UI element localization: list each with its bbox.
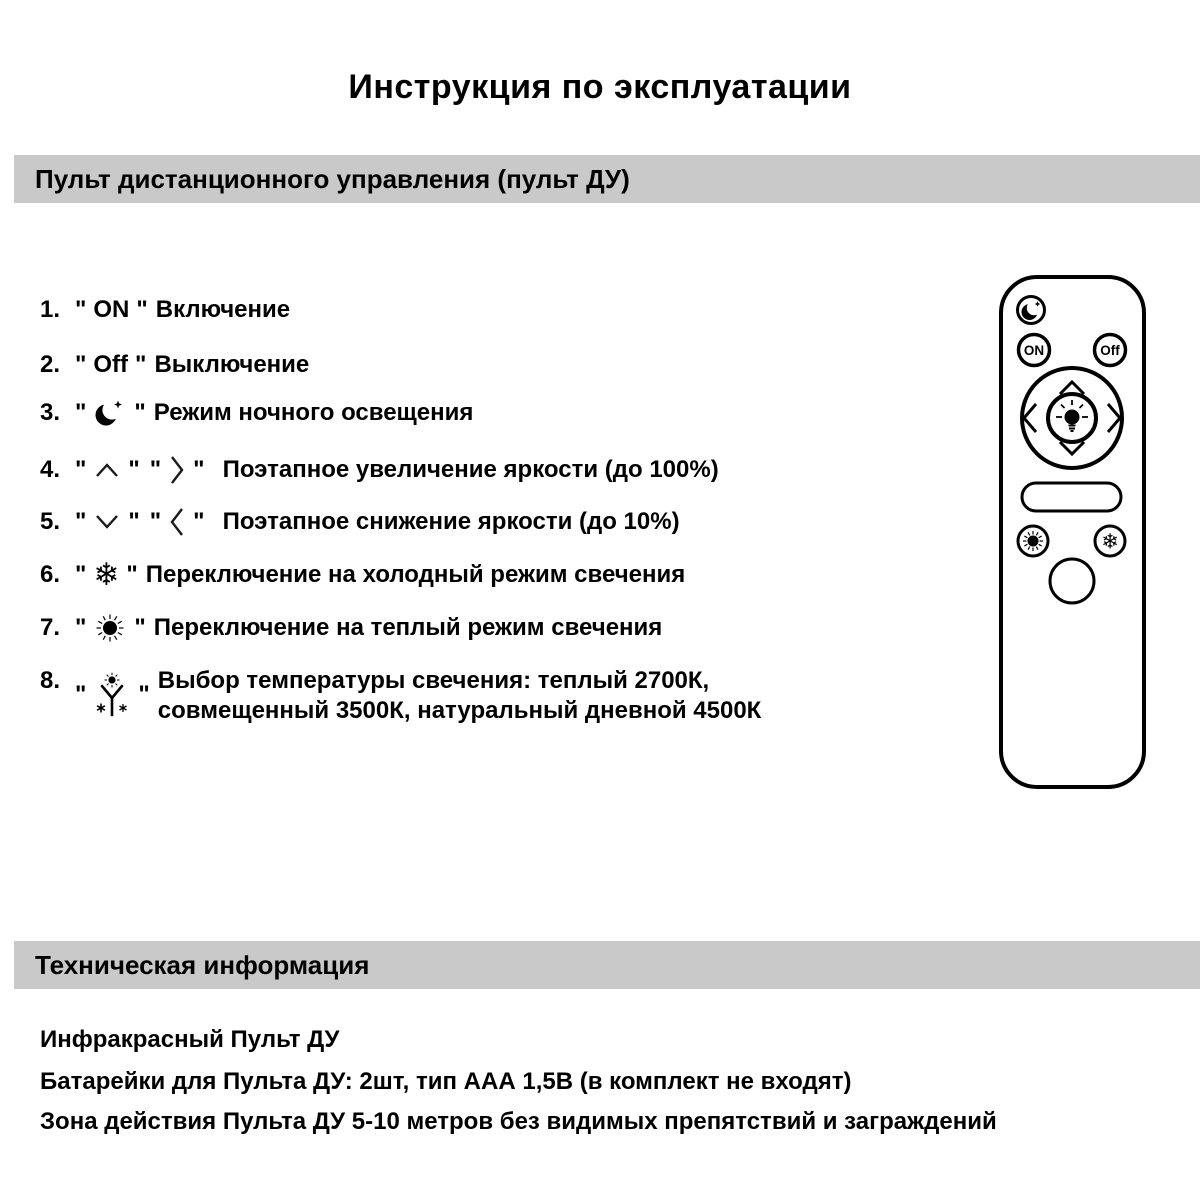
quoted-symbol [75, 458, 140, 482]
warm-sun-icon [93, 611, 127, 645]
quote-mark: " [75, 508, 87, 535]
item-number: 5. [40, 508, 61, 535]
item-description: Поэтапное снижение яркости (до 10%) [222, 508, 680, 535]
quoted-symbol [75, 611, 146, 645]
button-symbols [75, 454, 205, 486]
button-label-symbol: Off [93, 351, 129, 378]
quote-mark: " [128, 508, 140, 535]
quote-mark: " [128, 456, 140, 483]
button-symbols [75, 296, 148, 324]
quote-mark: " [75, 296, 87, 323]
quote-mark: " [75, 561, 87, 588]
item-description: Переключение на теплый режим свечения [153, 614, 663, 641]
remote-control-drawing [980, 258, 1180, 818]
quoted-symbol [75, 672, 150, 718]
instruction-item [40, 503, 680, 541]
item-number: 8. [40, 667, 61, 694]
quote-mark: " [193, 456, 205, 483]
button-symbols [75, 611, 146, 645]
item-description-line: Выбор температуры свечения: теплый 2700К, [157, 667, 710, 694]
quote-mark: " [75, 456, 87, 483]
quoted-symbol [75, 510, 140, 534]
instruction-item [40, 609, 662, 647]
item-description-line: совмещенный 3500К, натуральный дневной 4500К [157, 697, 762, 724]
quoted-symbol [75, 351, 146, 379]
item-description: Поэтапное увеличение яркости (до 100%) [222, 456, 719, 483]
snowflake-icon: ❄ [93, 556, 120, 593]
chevron-left-icon [168, 506, 186, 538]
quote-mark: " [75, 614, 87, 641]
button-symbols [75, 672, 150, 718]
item-number: 3. [40, 399, 61, 426]
item-description [158, 666, 762, 726]
section-header-tech-label: Техническая информация [35, 949, 370, 980]
button-symbols [75, 506, 205, 538]
quote-mark: " [75, 351, 87, 378]
quote-mark: " [149, 456, 162, 483]
quote-mark: " [75, 681, 87, 708]
instruction-item [40, 394, 473, 432]
remote-control-illustration [980, 258, 1180, 818]
quote-mark: " [75, 399, 87, 426]
quoted-symbol [75, 296, 148, 324]
instruction-item [40, 291, 290, 329]
item-description: Режим ночного освещения [153, 399, 474, 426]
temperature-select-icon [93, 672, 131, 718]
button-symbols [75, 396, 146, 430]
tech-info-line: Зона действия Пульта ДУ 5-10 метров без видимых препятствий и заграждений [40, 1108, 997, 1135]
item-description: Включение [155, 296, 291, 323]
item-description: Переключение на холодный режим свечения [145, 561, 686, 588]
item-number: 1. [40, 296, 61, 323]
moon-star-icon [93, 396, 127, 430]
instruction-item [40, 451, 719, 489]
button-symbols [75, 556, 138, 593]
item-number: 2. [40, 351, 61, 378]
instruction-item [40, 346, 309, 384]
wide-pill-button [1022, 483, 1121, 511]
tech-info-line: Батарейки для Пульта ДУ: 2шт, тип ААА 1,5В (в комплект не входят) [40, 1068, 852, 1095]
quote-mark: " [126, 561, 138, 588]
item-number: 6. [40, 561, 61, 588]
snowflake-icon: ❄ [1101, 530, 1119, 554]
item-description: Выключение [154, 351, 310, 378]
chevron-up-icon [93, 460, 121, 480]
section-header-remote [14, 155, 1200, 203]
item-number: 4. [40, 456, 61, 483]
chevron-down-icon [93, 512, 121, 532]
instruction-item [40, 556, 685, 594]
on-button-label: ON [1023, 343, 1045, 358]
quote-mark: " [138, 681, 150, 708]
quote-mark: " [149, 508, 162, 535]
quote-mark: " [193, 508, 205, 535]
quoted-symbol [150, 506, 205, 538]
page-title: Инструкция по эксплуатации [348, 68, 852, 106]
quote-mark: " [134, 614, 146, 641]
quoted-symbol [75, 556, 138, 593]
button-label-symbol: ON [93, 296, 130, 323]
section-header-tech [14, 941, 1200, 989]
quoted-symbol [75, 396, 146, 430]
quote-mark: " [134, 399, 146, 426]
quote-mark: " [135, 351, 147, 378]
item-number: 7. [40, 614, 61, 641]
quote-mark: " [136, 296, 148, 323]
chevron-right-icon [168, 454, 186, 486]
section-header-remote-label: Пульт дистанционного управления (пульт ДУ) [35, 163, 630, 194]
quoted-symbol [150, 454, 205, 486]
button-symbols [75, 351, 146, 379]
instruction-item [40, 666, 761, 726]
off-button-label: Off [1100, 343, 1120, 358]
tech-info-line: Инфракрасный Пульт ДУ [40, 1026, 340, 1053]
